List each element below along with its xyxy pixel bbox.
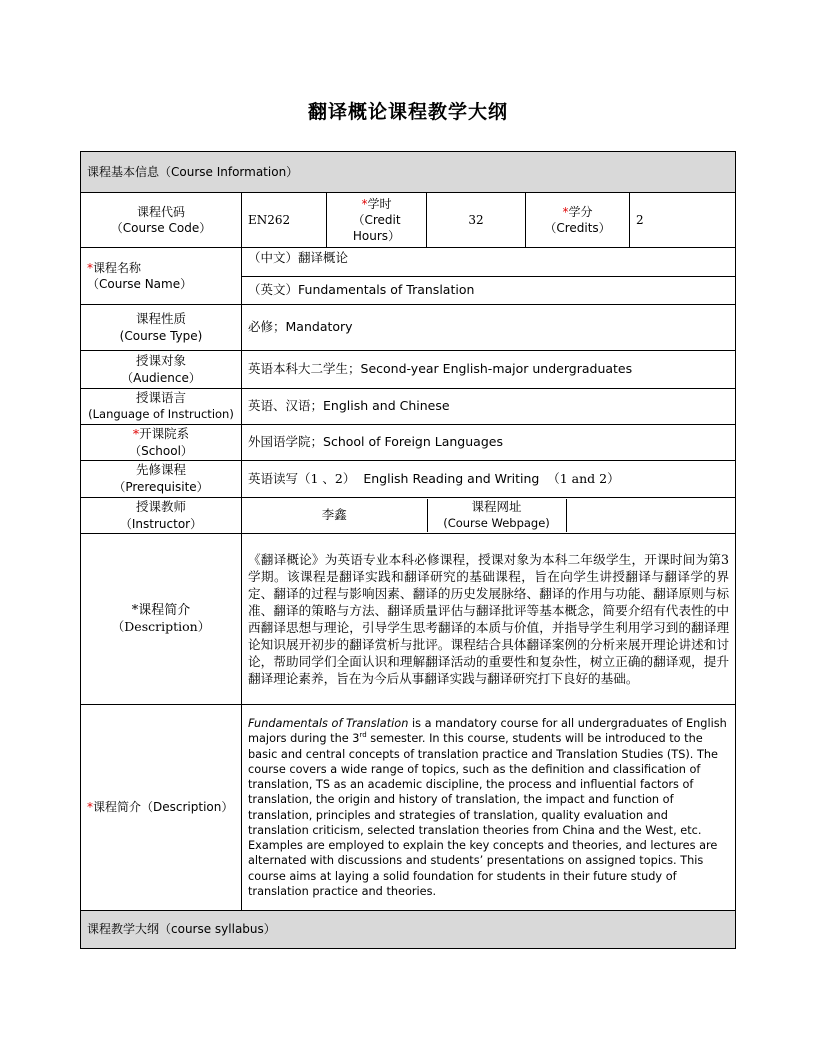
instructor-details bbox=[242, 498, 736, 534]
required-mark: * bbox=[87, 800, 93, 815]
audience-row bbox=[81, 351, 736, 389]
required-mark: * bbox=[132, 425, 140, 441]
description-zh-label: *课程简介 （Description） bbox=[81, 534, 242, 705]
credits-value: 2 bbox=[630, 193, 736, 248]
instructor-inner-table bbox=[242, 499, 735, 531]
webpage-label: 课程网址 (Course Webpage) bbox=[427, 499, 566, 531]
description-zh-row bbox=[81, 534, 736, 705]
instructor-row bbox=[81, 498, 736, 534]
required-mark: * bbox=[361, 196, 368, 211]
webpage-value bbox=[566, 499, 735, 531]
prerequisite-row bbox=[81, 461, 736, 498]
description-en-row bbox=[81, 705, 736, 911]
course-name-row-zh bbox=[81, 248, 736, 277]
required-mark: * bbox=[562, 204, 569, 219]
school-value: 外国语学院；School of Foreign Languages bbox=[242, 425, 736, 461]
course-info-table bbox=[80, 151, 736, 949]
audience-value: 英语本科大二学生；Second-year English-major undergraduates bbox=[242, 351, 736, 389]
language-row bbox=[81, 389, 736, 425]
course-type-label: 课程性质 (Course Type) bbox=[81, 305, 242, 351]
required-mark: * bbox=[131, 602, 139, 618]
instructor-label: 授课教师 （Instructor） bbox=[81, 498, 242, 534]
credit-hours-label: *学时 （Credit Hours） bbox=[327, 193, 427, 248]
required-mark: * bbox=[87, 260, 93, 275]
school-label: *开课院系 （School） bbox=[81, 425, 242, 461]
section-syllabus: 课程教学大纲（course syllabus） bbox=[81, 911, 736, 949]
description-zh-text: 《翻译概论》为英语专业本科必修课程，授课对象为本科二年级学生，开课时间为第3学期。该课程是翻译实践和翻译研究的基础课程，旨在向学生讲授翻译与翻译学的界定、翻译的过程与影响因素、翻译的历史发展脉络、翻译的作用与功能、翻译原则与标准、翻译的策略与方法、翻译质量评估与翻译批评等基本概念，简要介绍有代表性的中西翻译思想与理论，引导学生思考翻译的本质与价值，并指导学生利用学习到的翻译理论知识展开初步的翻译赏析与批评。课程结合具体翻译案例的分析来展开理论讲述和讨论，帮助同学们全面认识和理解翻译活动的重要性和复杂性，树立正确的翻译观，提升翻译理论素养，旨在为今后从事翻译实践与翻译研究打下良好的基础。 bbox=[242, 534, 736, 705]
language-value: 英语、汉语；English and Chinese bbox=[242, 389, 736, 425]
course-code-row bbox=[81, 193, 736, 248]
credit-hours-value: 32 bbox=[427, 193, 526, 248]
description-en-label: *课程简介（Description） bbox=[81, 705, 242, 911]
prerequisite-value: 英语读写（1 、2） English Reading and Writing （1 and 2） bbox=[242, 461, 736, 498]
audience-label: 授课对象 （Audience） bbox=[81, 351, 242, 389]
prerequisite-label: 先修课程 （Prerequisite） bbox=[81, 461, 242, 498]
course-code-value: EN262 bbox=[242, 193, 327, 248]
course-type-row bbox=[81, 305, 736, 351]
section-course-info: 课程基本信息（Course Information） bbox=[81, 152, 736, 193]
course-code-label: 课程代码 （Course Code） bbox=[81, 193, 242, 248]
course-name-label: *课程名称 （Course Name） bbox=[81, 248, 242, 305]
course-info-header-row bbox=[81, 152, 736, 193]
language-label: 授课语言 (Language of Instruction) bbox=[81, 389, 242, 425]
course-name-zh-value: （中文）翻译概论 bbox=[242, 248, 736, 277]
document-title: 翻译概论课程教学大纲 bbox=[307, 101, 508, 123]
school-row bbox=[81, 425, 736, 461]
course-name-en-value: （英文）Fundamentals of Translation bbox=[242, 277, 736, 305]
description-en-text: Fundamentals of Translation is a mandatory course for all undergraduates of English majors during the 3rd semester. In this course, students will be introduced to the basic and central concepts of translation practice and Translation Studies (TS). The course covers a wide range of topics, such as the definition and classification of translation, TS as an academic discipline, the process and influential factors of translation, the origin and history of translation, the impact and function of translation, principles and strategies of translation, quality evaluation and translation criticism, selected translation theories from China and the West, etc. Examples are employed to explain the key concepts and theories, and lectures are alternated with discussions and students’ presentations on assigned topics. This course aims at laying a solid foundation for students in their future study of translation practice and theories. bbox=[242, 705, 736, 911]
syllabus-header-row bbox=[81, 911, 736, 949]
credits-label: *学分 （Credits） bbox=[526, 193, 630, 248]
course-type-value: 必修；Mandatory bbox=[242, 305, 736, 351]
instructor-value: 李鑫 bbox=[242, 499, 427, 531]
